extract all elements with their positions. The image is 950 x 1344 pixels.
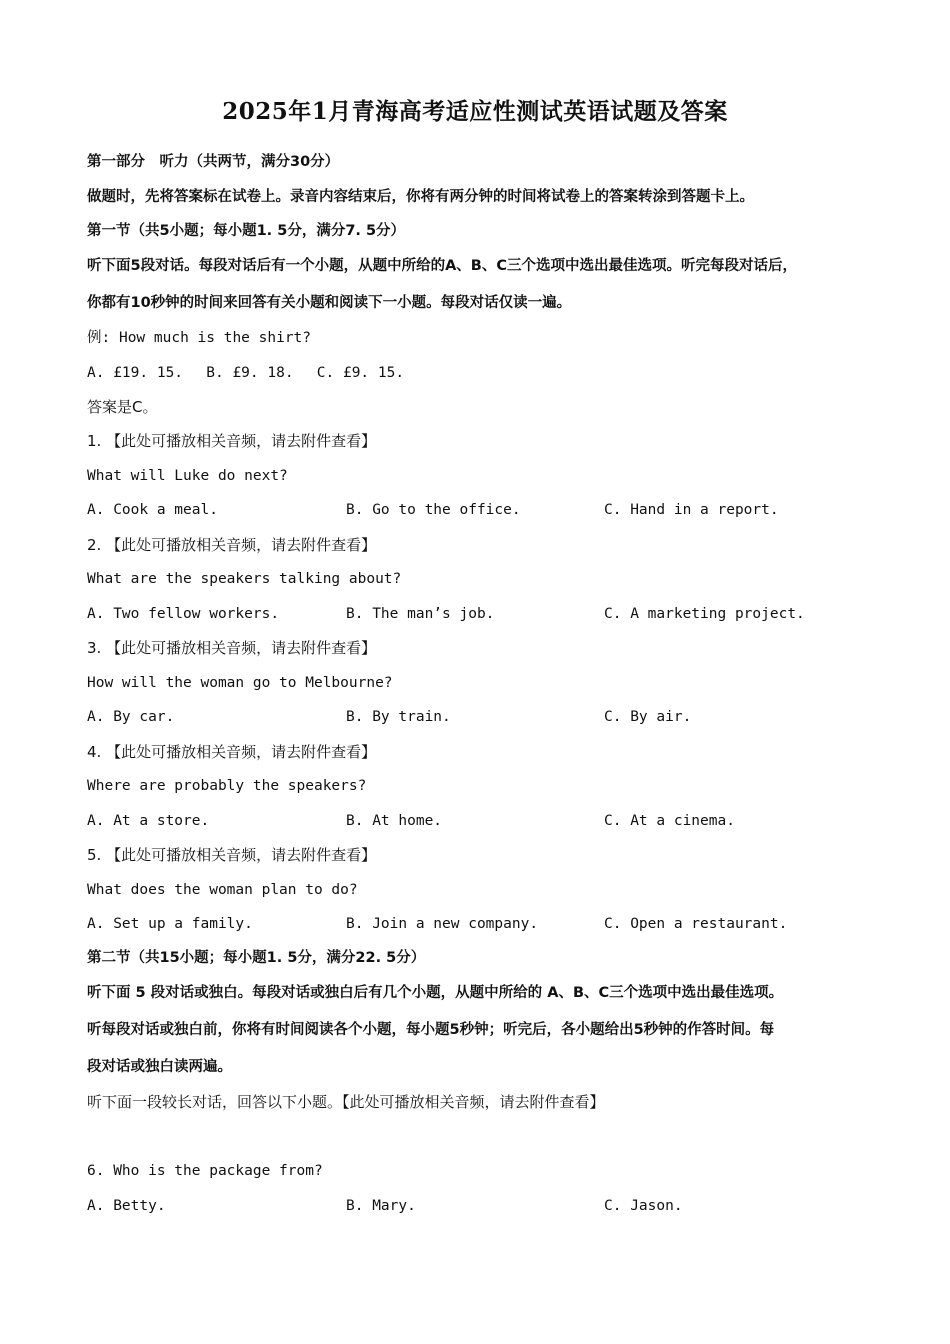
section2-directions-line2: 听每段对话或独白前，你将有时间阅读各个小题，每小题5秒钟；听完后，各小题给出5秒钟的作答时间。每	[87, 1022, 775, 1038]
audio-note: 2. 【此处可播放相关音频，请去附件查看】	[87, 536, 377, 554]
part1-heading: 第一部分 听力（共两节，满分30分）	[87, 154, 340, 170]
section1-heading: 第一节（共5小题；每小题1. 5分，满分7. 5分）	[87, 223, 406, 239]
option-b: B. Go to the office.	[346, 502, 521, 518]
instructions: 做题时，先将答案标在试卷上。录音内容结束后，你将有两分钟的时间将试卷上的答案转涂到答题卡上。	[87, 189, 754, 205]
section2-heading: 第二节（共15小题；每小题1. 5分，满分22. 5分）	[87, 950, 426, 966]
question-text: What will Luke do next?	[87, 468, 288, 484]
option-b: B. The man’s job.	[346, 606, 495, 622]
option-c: C. Hand in a report.	[604, 502, 779, 518]
example-answer: 答案是C。	[87, 398, 158, 416]
option-a: A. Set up a family.	[87, 916, 253, 932]
option-c: C. Open a restaurant.	[604, 916, 788, 932]
section2-directions-line3: 段对话或独白读两遍。	[87, 1059, 232, 1075]
option-c: C. At a cinema.	[604, 813, 735, 829]
audio-note: 1. 【此处可播放相关音频，请去附件查看】	[87, 432, 377, 450]
option-c: C. By air.	[604, 709, 692, 725]
option-c: C. A marketing project.	[604, 606, 805, 622]
document-title: 2025年1月青海高考适应性测试英语试题及答案	[222, 98, 728, 125]
option-a: A. Betty.	[87, 1198, 166, 1214]
option-a: A. At a store.	[87, 813, 210, 829]
example-question: 例: How much is the shirt?	[87, 330, 312, 346]
option-a: A. Cook a meal.	[87, 502, 218, 518]
question-text: What are the speakers talking about?	[87, 571, 402, 587]
option-b: B. At home.	[346, 813, 443, 829]
option-b: B. Mary.	[346, 1198, 416, 1214]
audio-note: 5. 【此处可播放相关音频，请去附件查看】	[87, 846, 377, 864]
section2-intro: 听下面一段较长对话，回答以下小题。【此处可播放相关音频，请去附件查看】	[87, 1093, 605, 1111]
audio-note: 3. 【此处可播放相关音频，请去附件查看】	[87, 639, 377, 657]
option-a: A. By car.	[87, 709, 175, 725]
audio-note: 4. 【此处可播放相关音频，请去附件查看】	[87, 743, 377, 761]
option-b: B. Join a new company.	[346, 916, 539, 932]
option-c: C. Jason.	[604, 1198, 683, 1214]
question-text: What does the woman plan to do?	[87, 882, 358, 898]
question-text: Where are probably the speakers?	[87, 778, 367, 794]
section1-directions-line2: 你都有10秒钟的时间来回答有关小题和阅读下一小题。每段对话仅读一遍。	[87, 295, 572, 311]
section1-directions-line1: 听下面5段对话。每段对话后有一个小题，从题中所给的A、B、C三个选项中选出最佳选项。听完每段对话后，	[87, 258, 798, 274]
option-b: B. By train.	[346, 709, 451, 725]
section2-directions-line1: 听下面 5 段对话或独白。每段对话或独白后有几个小题，从题中所给的 A、B、C三个选项中选出最佳选项。	[87, 985, 784, 1001]
option-a: A. Two fellow workers.	[87, 606, 280, 622]
example-options: A. £19. 15. B. £9. 18. C. £9. 15.	[87, 365, 405, 381]
question-text: 6. Who is the package from?	[87, 1163, 323, 1179]
question-text: How will the woman go to Melbourne?	[87, 675, 393, 691]
